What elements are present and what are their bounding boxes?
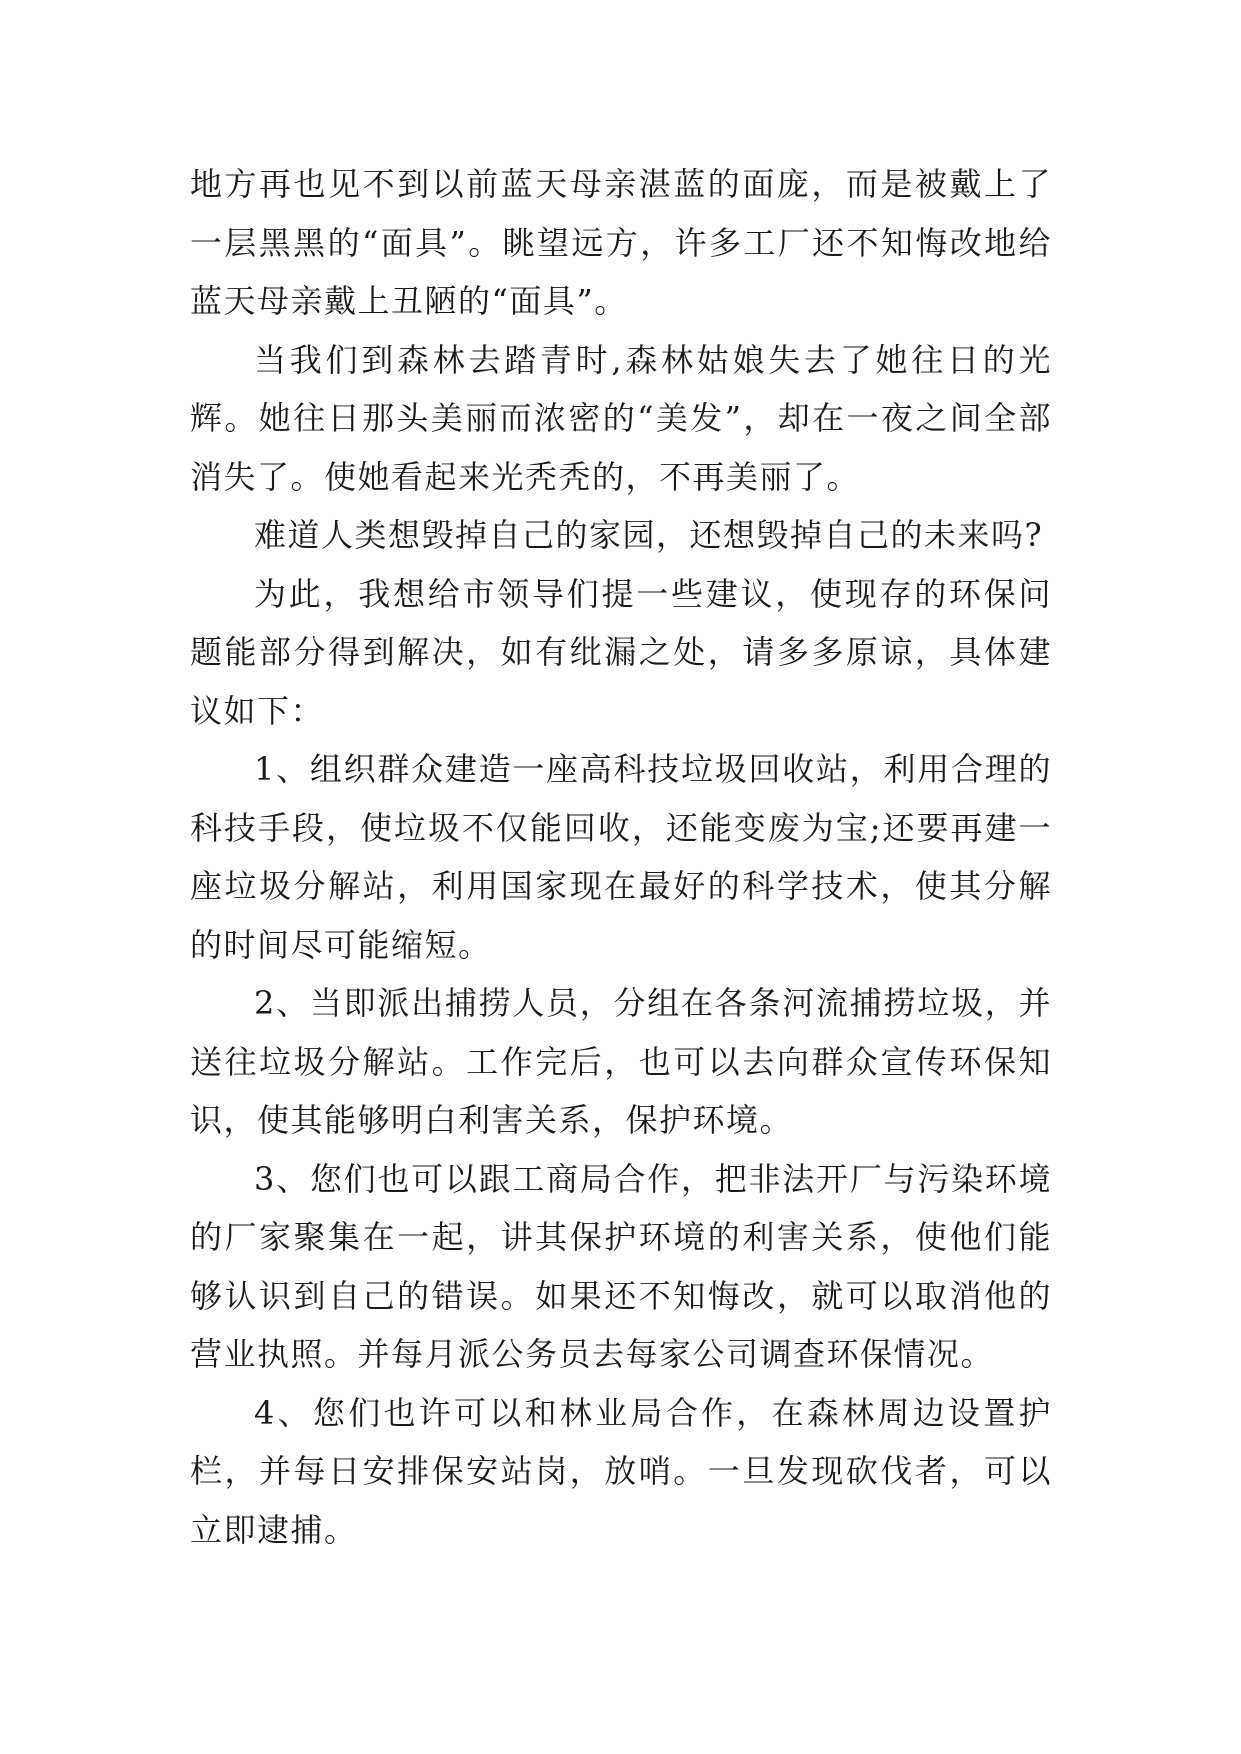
paragraph-question: 难道人类想毁掉自己的家园，还想毁掉自己的未来吗? [254, 516, 1044, 554]
paragraph-forest: 当我们到森林去踏青时,森林姑娘失去了她往日的光辉。她往日那头美丽而浓密的“美发”，却在一夜之间全部消失了。使她看起来光秃秃的，不再美丽了。 [190, 340, 1052, 496]
paragraph-suggestion-4: 4、您们也许可以和林业局合作，在森林周边设置护栏，并每日安排保安站岗，放哨。一旦发现砍伐者，可以立即逮捕。 [190, 1393, 1052, 1549]
paragraph-suggestion-2: 2、当即派出捕捞人员，分组在各条河流捕捞垃圾，并送往垃圾分解站。工作完后，也可以去向群众宣传环保知识，使其能够明白利害关系，保护环境。 [190, 984, 1052, 1139]
paragraph-suggestion-3: 3、您们也可以跟工商局合作，把非法开厂与污染环境的厂家聚集在一起，讲其保护环境的利害关系，使他们能够认识到自己的错误。如果还不知悔改，就可以取消他的营业执照。并每月派公务员去每家公司调查环保情况。 [190, 1159, 1052, 1373]
paragraph-suggestion-1: 1、组织群众建造一座高科技垃圾回收站，利用合理的科技手段，使垃圾不仅能回收，还能变废为宝;还要再建一座垃圾分解站，利用国家现在最好的科学技术，使其分解的时间尽可能缩短。 [190, 750, 1052, 964]
paragraph-suggestions-intro: 为此，我想给市领导们提一些建议，使现存的环保问题能部分得到解决，如有纰漏之处，请多多原谅，具体建议如下： [190, 574, 1052, 730]
document-body [190, 155, 1052, 1559]
paragraph-continuation: 地方再也见不到以前蓝天母亲湛蓝的面庞，而是被戴上了一层黑黑的“面具”。眺望远方，许多工厂还不知悔改地给蓝天母亲戴上丑陋的“面具”。 [190, 165, 1052, 320]
